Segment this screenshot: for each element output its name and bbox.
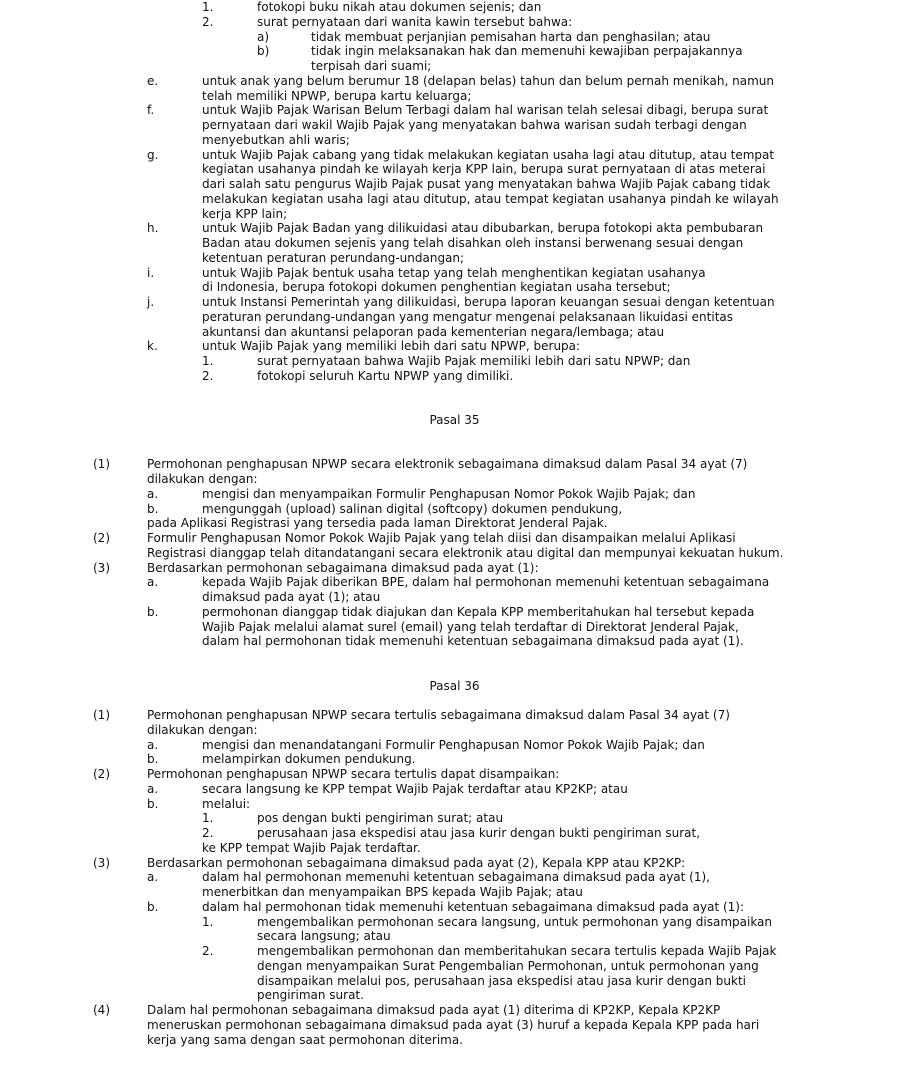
text-line: [0, 502, 909, 517]
item-label: (4): [93, 1003, 110, 1017]
item-text: pernyataan dari wakil Wajib Pajak yang menyatakan bahwa warisan sudah terbagi dengan: [202, 118, 747, 132]
text-line: [0, 310, 909, 325]
text-line: [0, 944, 909, 959]
text-line: [0, 192, 909, 207]
text-line: [0, 369, 909, 384]
item-label: b.: [147, 899, 159, 914]
text-line: [0, 207, 909, 222]
text-line: [0, 826, 909, 841]
section-heading: Pasal 36: [429, 678, 480, 693]
item-label: 2.: [202, 944, 214, 958]
item-text: mengisi dan menyampaikan Formulir Penghapusan Nomor Pokok Wajib Pajak; dan: [202, 486, 696, 501]
item-label: a.: [147, 781, 159, 796]
text-line: [0, 354, 909, 369]
item-label: 1.: [202, 0, 214, 14]
item-text: Wajib Pajak melalui alamat surel (email) yang telah terdaftar di Direktorat Jenderal Pajak,: [202, 619, 739, 634]
item-text: ke KPP tempat Wajib Pajak terdaftar.: [202, 840, 421, 855]
text-line: [0, 457, 909, 472]
item-text: ketentuan peraturan perundang-undangan;: [202, 250, 465, 265]
text-line: [0, 620, 909, 635]
text-line: [0, 339, 909, 354]
section-heading-row: [0, 679, 909, 694]
text-line: [0, 723, 909, 738]
item-text: Berdasarkan permohonan sebagaimana dimaksud pada ayat (2), Kepala KPP atau KP2KP:: [147, 855, 686, 870]
text-line: [0, 531, 909, 546]
item-text: surat pernyataan dari wanita kawin tersebut bahwa:: [257, 14, 573, 29]
item-text: Permohonan penghapusan NPWP secara tertulis sebagaimana dimaksud dalam Pasal 34 ayat (7): [147, 708, 730, 722]
item-text: pengiriman surat.: [257, 988, 364, 1003]
text-line: [0, 811, 909, 826]
text-line: [0, 133, 909, 148]
text-line: [0, 487, 909, 502]
item-text: kerja yang sama dengan saat permohonan diterima.: [147, 1032, 464, 1047]
item-text: Formulir Penghapusan Nomor Pokok Wajib Pajak yang telah diisi dan disampaikan melalui Aplikasi: [147, 531, 736, 545]
item-label: 1.: [202, 914, 214, 929]
item-label: b.: [147, 604, 159, 619]
text-line: [0, 915, 909, 930]
text-line: [0, 870, 909, 885]
item-text: surat pernyataan bahwa Wajib Pajak memiliki lebih dari satu NPWP; dan: [257, 354, 691, 368]
item-text: fotokopi seluruh Kartu NPWP yang dimiliki.: [257, 368, 514, 383]
text-line: [0, 516, 909, 531]
item-label: j.: [147, 295, 155, 309]
item-text: secara langsung; atau: [257, 929, 391, 944]
item-text: mengisi dan menandatangani Formulir Penghapusan Nomor Pokok Wajib Pajak; dan: [202, 737, 705, 752]
item-label: k.: [147, 339, 158, 354]
item-text: untuk Wajib Pajak bentuk usaha tetap yang telah menghentikan kegiatan usahanya: [202, 265, 706, 280]
item-text: Permohonan penghapusan NPWP secara elektronik sebagaimana dimaksud dalam Pasal 34 ayat (7): [147, 457, 748, 472]
blank-line: [0, 649, 909, 664]
text-line: [0, 738, 909, 753]
item-text: di Indonesia, berupa fotokopi dokumen penghentian kegiatan usaha tersebut;: [202, 280, 671, 295]
blank-line: [0, 428, 909, 443]
item-text: secara langsung ke KPP tempat Wajib Pajak terdaftar atau KP2KP; atau: [202, 781, 628, 796]
text-line: [0, 44, 909, 59]
text-line: [0, 575, 909, 590]
item-text: dalam hal permohonan tidak memenuhi ketentuan sebagaimana dimaksud pada ayat (1).: [202, 634, 744, 649]
text-line: [0, 546, 909, 561]
text-line: [0, 1018, 909, 1033]
item-text: untuk Wajib Pajak Warisan Belum Terbagi dalam hal warisan telah selesai dibagi, berupa surat: [202, 103, 769, 118]
item-text: mengembalikan permohonan dan memberitahukan secara tertulis kepada Wajib Pajak: [257, 944, 777, 958]
item-text: dalam hal permohonan memenuhi ketentuan sebagaimana dimaksud pada ayat (1),: [202, 870, 710, 885]
item-text: Registrasi dianggap telah ditandatangani secara elektronik atau digital dan mempunyai kekuatan hukum.: [147, 545, 784, 560]
item-text: kerja KPP lain;: [202, 206, 288, 221]
item-label: a.: [147, 575, 159, 590]
text-line: [0, 325, 909, 340]
text-line: [0, 1033, 909, 1048]
text-line: [0, 752, 909, 767]
item-text: pada Aplikasi Registrasi yang tersedia pada laman Direktorat Jenderal Pajak.: [147, 516, 608, 531]
item-label: a.: [147, 870, 159, 885]
text-line: [0, 988, 909, 1003]
item-label: (3): [93, 560, 110, 575]
item-label: g.: [147, 147, 159, 162]
item-text: dilakukan dengan:: [147, 722, 258, 737]
item-label: b): [257, 44, 270, 59]
item-text: Badan atau dokumen sejenis yang telah disahkan oleh instansi berwenang sesuai dengan: [202, 236, 744, 250]
item-text: melalui:: [202, 796, 251, 811]
blank-line: [0, 693, 909, 708]
item-text: mengembalikan permohonan secara langsung, untuk permohonan yang disampaikan: [257, 914, 773, 929]
item-text: dilakukan dengan:: [147, 472, 258, 486]
text-line: [0, 856, 909, 871]
blank-line: [0, 443, 909, 458]
item-text: melampirkan dokumen pendukung.: [202, 752, 416, 767]
item-text: menerbitkan dan menyampaikan BPS kepada Wajib Pajak; atau: [202, 885, 583, 899]
text-line: [0, 708, 909, 723]
item-label: a.: [147, 486, 159, 501]
text-line: [0, 590, 909, 605]
item-label: (1): [93, 457, 110, 472]
section-heading: Pasal 35: [429, 413, 480, 427]
text-line: [0, 251, 909, 266]
item-label: (3): [93, 855, 110, 870]
text-line: [0, 15, 909, 30]
item-text: dengan menyampaikan Surat Pengembalian Permohonan, untuk permohonan yang: [257, 958, 759, 973]
item-label: e.: [147, 73, 159, 88]
item-text: untuk Wajib Pajak Badan yang dilikuidasi atau dibubarkan, berupa fotokopi akta pembubaran: [202, 221, 764, 236]
text-line: [0, 162, 909, 177]
item-text: fotokopi buku nikah atau dokumen sejenis; dan: [257, 0, 542, 14]
item-text: untuk Wajib Pajak yang memiliki lebih dari satu NPWP, berupa:: [202, 339, 581, 354]
text-line: [0, 280, 909, 295]
item-text: dalam hal permohonan tidak memenuhi ketentuan sebagaimana dimaksud pada ayat (1):: [202, 899, 744, 914]
text-line: [0, 0, 909, 15]
item-text: Dalam hal permohonan sebagaimana dimaksud pada ayat (1) diterima di KP2KP, Kepala KP2KP: [147, 1003, 721, 1017]
item-label: 2.: [202, 368, 214, 383]
item-text: untuk Wajib Pajak cabang yang tidak melakukan kegiatan usaha lagi atau ditutup, atau tempat: [202, 147, 775, 162]
item-text: Berdasarkan permohonan sebagaimana dimaksud pada ayat (1):: [147, 560, 539, 575]
text-line: [0, 929, 909, 944]
text-line: [0, 959, 909, 974]
item-label: (2): [93, 531, 110, 545]
item-text: kepada Wajib Pajak diberikan BPE, dalam hal permohonan memenuhi ketentuan sebagaimana: [202, 575, 770, 590]
item-text: menyebutkan ahli waris;: [202, 132, 350, 147]
item-label: (1): [93, 708, 110, 722]
blank-line: [0, 384, 909, 399]
text-line: [0, 782, 909, 797]
item-label: a.: [147, 737, 159, 752]
item-text: melakukan kegiatan usaha lagi atau ditutup, atau tempat kegiatan usahanya pindah ke wilayah: [202, 191, 779, 206]
text-line: [0, 797, 909, 812]
text-line: [0, 177, 909, 192]
item-label: b.: [147, 752, 159, 767]
item-label: 1.: [202, 354, 214, 368]
item-text: tidak ingin melaksanakan hak dan memenuhi kewajiban perpajakannya: [311, 44, 743, 59]
item-text: peraturan perundang-undangan yang mengatur mengenai pelaksanaan likuidasi entitas: [202, 309, 734, 324]
text-line: [0, 30, 909, 45]
item-text: disampaikan melalui pos, perusahaan jasa ekspedisi atau jasa kurir dengan bukti: [257, 973, 747, 988]
item-text: mengunggah (upload) salinan digital (softcopy) dokumen pendukung,: [202, 501, 623, 516]
text-line: [0, 885, 909, 900]
item-text: pos dengan bukti pengiriman surat; atau: [257, 811, 504, 826]
item-label: b.: [147, 796, 159, 811]
text-line: [0, 472, 909, 487]
text-line: [0, 900, 909, 915]
item-text: kegiatan usahanya pindah ke wilayah kerja KPP lain, berupa surat pernyataan di atas meterai: [202, 162, 766, 177]
section-heading-row: [0, 413, 909, 428]
text-line: [0, 221, 909, 236]
item-text: perusahaan jasa ekspedisi atau jasa kurir dengan bukti pengiriman surat,: [257, 826, 701, 840]
item-text: untuk Instansi Pemerintah yang dilikuidasi, berupa laporan keuangan sesuai dengan ketentuan: [202, 295, 775, 309]
item-text: terpisah dari suami;: [311, 59, 432, 73]
item-label: h.: [147, 221, 159, 236]
item-text: permohonan dianggap tidak diajukan dan Kepala KPP memberitahukan hal tersebut kepada: [202, 604, 755, 619]
item-text: dimaksud pada ayat (1); atau: [202, 590, 381, 604]
text-line: [0, 974, 909, 989]
text-line: [0, 634, 909, 649]
item-text: tidak membuat perjanjian pemisahan harta dan penghasilan; atau: [311, 29, 711, 44]
item-label: a): [257, 29, 270, 44]
text-line: [0, 1003, 909, 1018]
text-line: [0, 295, 909, 310]
text-line: [0, 841, 909, 856]
text-line: [0, 236, 909, 251]
blank-line: [0, 664, 909, 679]
item-text: akuntansi dan akuntansi pelaporan pada kementerian negara/lembaga; atau: [202, 324, 665, 339]
text-line: [0, 118, 909, 133]
item-text: untuk anak yang belum berumur 18 (delapan belas) tahun dan belum pernah menikah, namun: [202, 73, 774, 88]
item-text: meneruskan permohonan sebagaimana dimaksud pada ayat (3) huruf a kepada Kepala KPP pada hari: [147, 1017, 760, 1032]
text-line: [0, 103, 909, 118]
text-line: [0, 89, 909, 104]
text-line: [0, 767, 909, 782]
item-label: f.: [147, 103, 155, 118]
text-line: [0, 74, 909, 89]
text-line: [0, 561, 909, 576]
item-text: telah memiliki NPWP, berupa kartu keluarga;: [202, 88, 472, 103]
item-label: 2.: [202, 14, 214, 29]
item-text: Permohonan penghapusan NPWP secara tertulis dapat disampaikan:: [147, 767, 560, 781]
item-label: 1.: [202, 811, 214, 826]
text-line: [0, 266, 909, 281]
item-label: b.: [147, 501, 159, 516]
item-label: (2): [93, 767, 110, 781]
text-line: [0, 605, 909, 620]
item-text: dari salah satu pengurus Wajib Pajak pusat yang menyatakan bahwa Wajib Pajak cabang tidak: [202, 177, 771, 191]
text-line: [0, 148, 909, 163]
blank-line: [0, 398, 909, 413]
text-line: [0, 59, 909, 74]
item-label: 2.: [202, 826, 214, 840]
item-label: i.: [147, 265, 155, 280]
